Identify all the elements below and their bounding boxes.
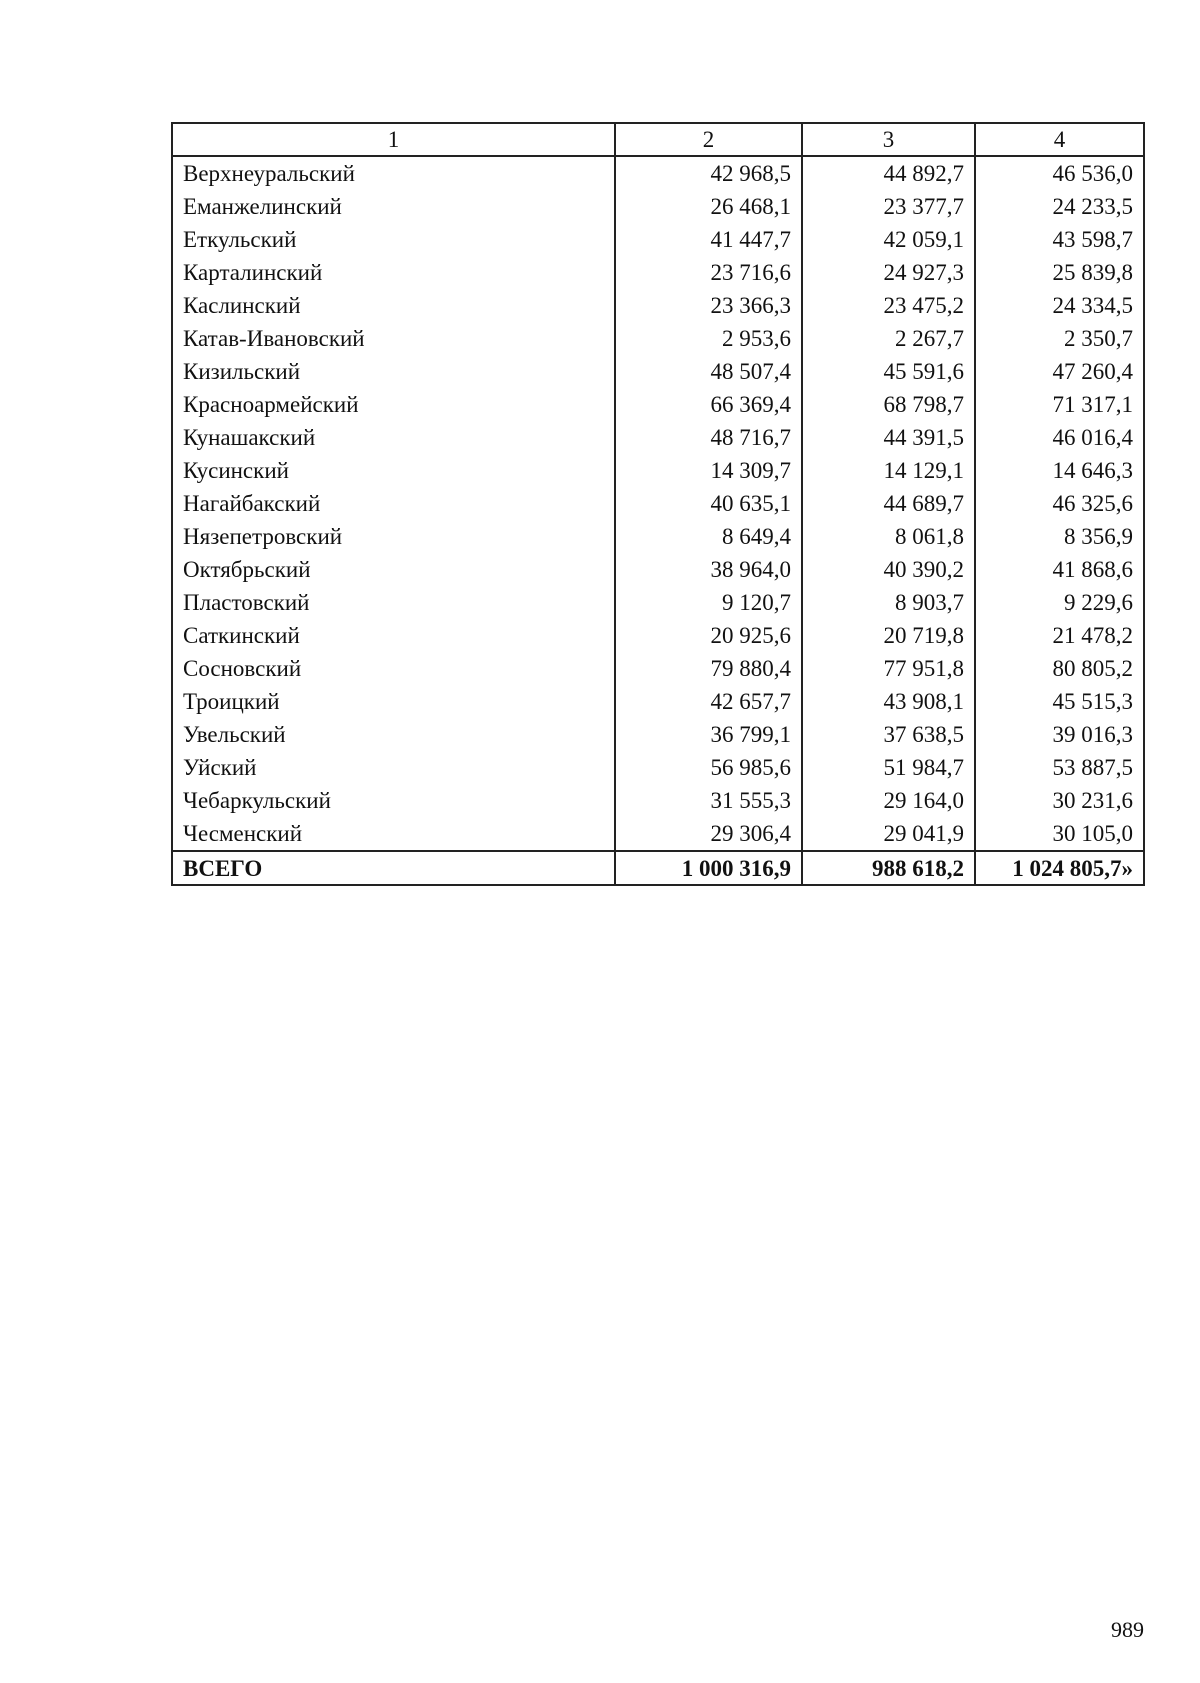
district-name: Еманжелинский bbox=[172, 190, 615, 223]
value-col-2: 66 369,4 bbox=[615, 388, 802, 421]
district-name: Кунашакский bbox=[172, 421, 615, 454]
value-col-4: 80 805,2 bbox=[975, 652, 1144, 685]
value-col-3: 24 927,3 bbox=[802, 256, 975, 289]
table-row bbox=[172, 652, 1144, 685]
value-col-2: 48 716,7 bbox=[615, 421, 802, 454]
header-cell-3: 3 bbox=[802, 123, 975, 156]
value-col-2: 2 953,6 bbox=[615, 322, 802, 355]
table-row bbox=[172, 256, 1144, 289]
value-col-2: 56 985,6 bbox=[615, 751, 802, 784]
value-col-3: 14 129,1 bbox=[802, 454, 975, 487]
value-col-3: 8 061,8 bbox=[802, 520, 975, 553]
value-col-2: 40 635,1 bbox=[615, 487, 802, 520]
value-col-2: 23 366,3 bbox=[615, 289, 802, 322]
value-col-3: 44 892,7 bbox=[802, 156, 975, 190]
value-col-2: 26 468,1 bbox=[615, 190, 802, 223]
value-col-3: 8 903,7 bbox=[802, 586, 975, 619]
value-col-4: 8 356,9 bbox=[975, 520, 1144, 553]
table-row bbox=[172, 685, 1144, 718]
total-col-3: 988 618,2 bbox=[802, 851, 975, 885]
header-row bbox=[172, 123, 1144, 156]
value-col-3: 45 591,6 bbox=[802, 355, 975, 388]
value-col-3: 43 908,1 bbox=[802, 685, 975, 718]
value-col-4: 30 105,0 bbox=[975, 817, 1144, 851]
table-row bbox=[172, 718, 1144, 751]
table-row bbox=[172, 388, 1144, 421]
district-name: Катав-Ивановский bbox=[172, 322, 615, 355]
value-col-3: 20 719,8 bbox=[802, 619, 975, 652]
value-col-3: 42 059,1 bbox=[802, 223, 975, 256]
table-row bbox=[172, 190, 1144, 223]
district-name: Троицкий bbox=[172, 685, 615, 718]
district-name: Кусинский bbox=[172, 454, 615, 487]
header-cell-2: 2 bbox=[615, 123, 802, 156]
value-col-2: 36 799,1 bbox=[615, 718, 802, 751]
table-body bbox=[172, 156, 1144, 851]
table-row bbox=[172, 487, 1144, 520]
table-row bbox=[172, 289, 1144, 322]
total-col-4: 1 024 805,7» bbox=[975, 851, 1144, 885]
value-col-4: 39 016,3 bbox=[975, 718, 1144, 751]
value-col-2: 31 555,3 bbox=[615, 784, 802, 817]
value-col-2: 20 925,6 bbox=[615, 619, 802, 652]
header-cell-1: 1 bbox=[172, 123, 615, 156]
value-col-4: 46 325,6 bbox=[975, 487, 1144, 520]
value-col-4: 47 260,4 bbox=[975, 355, 1144, 388]
value-col-3: 77 951,8 bbox=[802, 652, 975, 685]
value-col-4: 24 233,5 bbox=[975, 190, 1144, 223]
value-col-2: 41 447,7 bbox=[615, 223, 802, 256]
value-col-2: 38 964,0 bbox=[615, 553, 802, 586]
table-row bbox=[172, 520, 1144, 553]
total-row bbox=[172, 851, 1144, 885]
table-row bbox=[172, 784, 1144, 817]
value-col-2: 79 880,4 bbox=[615, 652, 802, 685]
table-row bbox=[172, 156, 1144, 190]
value-col-3: 68 798,7 bbox=[802, 388, 975, 421]
value-col-3: 2 267,7 bbox=[802, 322, 975, 355]
district-name: Уйский bbox=[172, 751, 615, 784]
table-row bbox=[172, 223, 1144, 256]
value-col-2: 9 120,7 bbox=[615, 586, 802, 619]
value-col-4: 25 839,8 bbox=[975, 256, 1144, 289]
district-name: Еткульский bbox=[172, 223, 615, 256]
district-name: Красноармейский bbox=[172, 388, 615, 421]
value-col-3: 29 041,9 bbox=[802, 817, 975, 851]
value-col-3: 40 390,2 bbox=[802, 553, 975, 586]
value-col-3: 23 475,2 bbox=[802, 289, 975, 322]
district-name: Чесменский bbox=[172, 817, 615, 851]
district-name: Нагайбакский bbox=[172, 487, 615, 520]
district-name: Пластовский bbox=[172, 586, 615, 619]
district-name: Нязепетровский bbox=[172, 520, 615, 553]
value-col-4: 71 317,1 bbox=[975, 388, 1144, 421]
value-col-4: 53 887,5 bbox=[975, 751, 1144, 784]
value-col-4: 43 598,7 bbox=[975, 223, 1144, 256]
value-col-2: 42 657,7 bbox=[615, 685, 802, 718]
value-col-2: 48 507,4 bbox=[615, 355, 802, 388]
district-name: Увельский bbox=[172, 718, 615, 751]
district-name: Кизильский bbox=[172, 355, 615, 388]
value-col-3: 44 689,7 bbox=[802, 487, 975, 520]
value-col-3: 51 984,7 bbox=[802, 751, 975, 784]
district-name: Карталинский bbox=[172, 256, 615, 289]
district-name: Верхнеуральский bbox=[172, 156, 615, 190]
value-col-4: 41 868,6 bbox=[975, 553, 1144, 586]
value-col-2: 23 716,6 bbox=[615, 256, 802, 289]
table-row bbox=[172, 619, 1144, 652]
table-row bbox=[172, 817, 1144, 851]
value-col-4: 2 350,7 bbox=[975, 322, 1144, 355]
table-row bbox=[172, 586, 1144, 619]
value-col-2: 8 649,4 bbox=[615, 520, 802, 553]
value-col-4: 21 478,2 bbox=[975, 619, 1144, 652]
value-col-4: 24 334,5 bbox=[975, 289, 1144, 322]
district-name: Октябрьский bbox=[172, 553, 615, 586]
table-footer bbox=[172, 851, 1144, 885]
district-name: Каслинский bbox=[172, 289, 615, 322]
value-col-4: 45 515,3 bbox=[975, 685, 1144, 718]
page-number: 989 bbox=[1111, 1617, 1144, 1642]
value-col-4: 46 536,0 bbox=[975, 156, 1144, 190]
table-header bbox=[172, 123, 1144, 156]
value-col-3: 23 377,7 bbox=[802, 190, 975, 223]
total-label: ВСЕГО bbox=[172, 851, 615, 885]
header-cell-4: 4 bbox=[975, 123, 1144, 156]
value-col-4: 30 231,6 bbox=[975, 784, 1144, 817]
table-row bbox=[172, 355, 1144, 388]
table-row bbox=[172, 421, 1144, 454]
value-col-2: 14 309,7 bbox=[615, 454, 802, 487]
district-name: Саткинский bbox=[172, 619, 615, 652]
total-col-2: 1 000 316,9 bbox=[615, 851, 802, 885]
district-name: Чебаркульский bbox=[172, 784, 615, 817]
value-col-3: 44 391,5 bbox=[802, 421, 975, 454]
value-col-4: 9 229,6 bbox=[975, 586, 1144, 619]
table-row bbox=[172, 751, 1144, 784]
value-col-2: 29 306,4 bbox=[615, 817, 802, 851]
table-row bbox=[172, 322, 1144, 355]
budget-table bbox=[171, 122, 1145, 886]
table-row bbox=[172, 454, 1144, 487]
value-col-3: 29 164,0 bbox=[802, 784, 975, 817]
district-name: Сосновский bbox=[172, 652, 615, 685]
value-col-4: 14 646,3 bbox=[975, 454, 1144, 487]
value-col-3: 37 638,5 bbox=[802, 718, 975, 751]
table-row bbox=[172, 553, 1144, 586]
value-col-4: 46 016,4 bbox=[975, 421, 1144, 454]
value-col-2: 42 968,5 bbox=[615, 156, 802, 190]
